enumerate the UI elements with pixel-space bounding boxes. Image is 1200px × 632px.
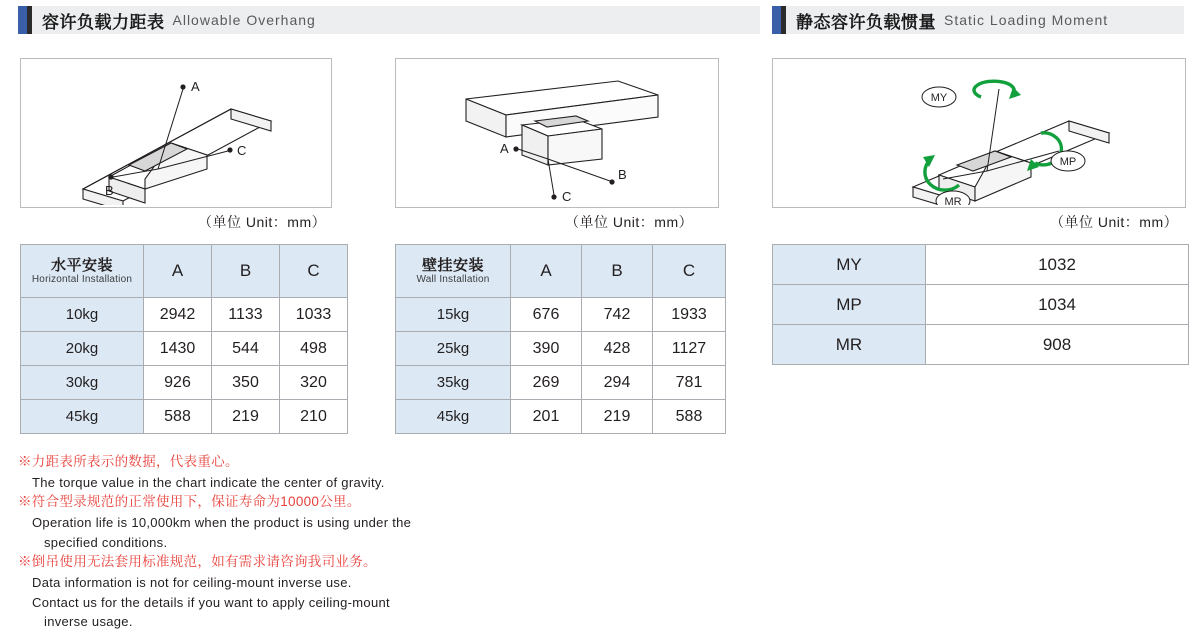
cell-my-value: 1032	[926, 245, 1189, 285]
table-horizontal-installation	[20, 244, 348, 434]
note-line: Data information is not for ceiling-mount inverse use.	[32, 575, 352, 591]
figure2-unit-label: （单位 Unit：mm）	[565, 214, 694, 230]
header-accent-bar	[18, 6, 27, 34]
table-header-cell	[21, 245, 144, 298]
row-label: 20kg	[21, 332, 144, 366]
cell-a: 2942	[144, 298, 212, 332]
row-label: 45kg	[396, 400, 511, 434]
table-row	[396, 332, 726, 366]
cell-a: 201	[511, 400, 582, 434]
section-header-allowable-overhang	[18, 6, 760, 34]
table-row	[773, 285, 1189, 325]
cell-a: 269	[511, 366, 582, 400]
horizontal-installation-diagram	[20, 58, 332, 208]
note-line: The torque value in the chart indicate the center of gravity.	[32, 474, 385, 490]
table-wall-installation	[395, 244, 726, 434]
cell-a: 926	[144, 366, 212, 400]
row-label-my: MY	[773, 245, 926, 285]
static-loading-moment-diagram	[772, 58, 1186, 208]
note-line: Operation life is 10,000km when the product is using under the	[32, 515, 412, 531]
figure1-unit-label: （单位 Unit：mm）	[198, 214, 327, 230]
note-line: inverse usage.	[44, 614, 133, 630]
note-line: Contact us for the details if you want to apply ceiling-mount	[32, 594, 390, 610]
table-row	[773, 325, 1189, 365]
cell-c: 498	[280, 332, 348, 366]
figure-label-mp: MP	[1059, 156, 1077, 168]
cell-b: 219	[212, 400, 280, 434]
table-row	[21, 298, 348, 332]
notes-block	[18, 452, 578, 632]
header-accent-bar-dark	[781, 6, 786, 34]
header-title-cn: 静态容许负载惯量	[796, 12, 936, 32]
figure-label-a: A	[500, 141, 509, 156]
header-title-cn: 容许负载力距表	[42, 12, 165, 32]
wall-installation-diagram	[395, 58, 719, 208]
figure-label-my: MY	[930, 92, 948, 104]
table-row	[21, 332, 348, 366]
table-row	[773, 245, 1189, 285]
table-row	[396, 298, 726, 332]
row-label-mr: MR	[773, 325, 926, 365]
figure-label-b: B	[618, 167, 627, 182]
column-header-c: C	[280, 245, 348, 298]
note-line: ※符合型录规范的正常使用下，保证寿命为10000公里。	[18, 494, 361, 510]
cell-mp-value: 1034	[926, 285, 1189, 325]
column-header-a: A	[511, 245, 582, 298]
cell-a: 588	[144, 400, 212, 434]
figure3-unit-label: （单位 Unit：mm）	[1050, 214, 1179, 230]
cell-c: 588	[653, 400, 726, 434]
figure-label-c: C	[562, 189, 572, 204]
cell-c: 1933	[653, 298, 726, 332]
table-static-loading-moment	[772, 244, 1189, 365]
row-label-mp: MP	[773, 285, 926, 325]
cell-b: 1133	[212, 298, 280, 332]
table-header-en: Horizontal Installation	[31, 273, 133, 285]
row-label: 10kg	[21, 298, 144, 332]
cell-c: 1127	[653, 332, 726, 366]
figure-label-b: B	[105, 183, 114, 198]
header-title-en: Static Loading Moment	[944, 12, 1109, 28]
cell-a: 1430	[144, 332, 212, 366]
column-header-b: B	[212, 245, 280, 298]
column-header-a: A	[144, 245, 212, 298]
header-accent-bar	[772, 6, 781, 34]
table-header-cn: 水平安装	[50, 256, 113, 274]
table-row	[21, 400, 348, 434]
column-header-c: C	[653, 245, 726, 298]
row-label: 35kg	[396, 366, 511, 400]
figure-label-a: A	[191, 79, 200, 94]
row-label: 15kg	[396, 298, 511, 332]
cell-c: 781	[653, 366, 726, 400]
table-row	[21, 366, 348, 400]
cell-c: 320	[280, 366, 348, 400]
note-line: specified conditions.	[44, 534, 168, 550]
figure-label-c: C	[237, 143, 247, 158]
table-header-cn: 壁挂安装	[421, 256, 484, 274]
note-line: ※倒吊使用无法套用标准规范，如有需求请咨询我司业务。	[18, 554, 377, 570]
table-header-row	[396, 245, 726, 298]
table-row	[396, 366, 726, 400]
table-header-en: Wall Installation	[416, 273, 490, 285]
cell-b: 219	[582, 400, 653, 434]
cell-b: 742	[582, 298, 653, 332]
row-label: 25kg	[396, 332, 511, 366]
cell-b: 544	[212, 332, 280, 366]
row-label: 30kg	[21, 366, 144, 400]
row-label: 45kg	[21, 400, 144, 434]
cell-c: 210	[280, 400, 348, 434]
cell-b: 428	[582, 332, 653, 366]
column-header-b: B	[582, 245, 653, 298]
cell-b: 294	[582, 366, 653, 400]
header-title-en: Allowable Overhang	[172, 12, 316, 28]
cell-mr-value: 908	[926, 325, 1189, 365]
cell-c: 1033	[280, 298, 348, 332]
table-row	[396, 400, 726, 434]
cell-a: 676	[511, 298, 582, 332]
header-accent-bar-dark	[27, 6, 32, 34]
section-header-static-loading-moment	[772, 6, 1184, 34]
table-header-cell	[396, 245, 511, 298]
figure-label-mr: MR	[944, 196, 962, 205]
note-line: ※力距表所表示的数据，代表重心。	[18, 454, 239, 469]
cell-a: 390	[511, 332, 582, 366]
table-header-row	[21, 245, 348, 298]
cell-b: 350	[212, 366, 280, 400]
